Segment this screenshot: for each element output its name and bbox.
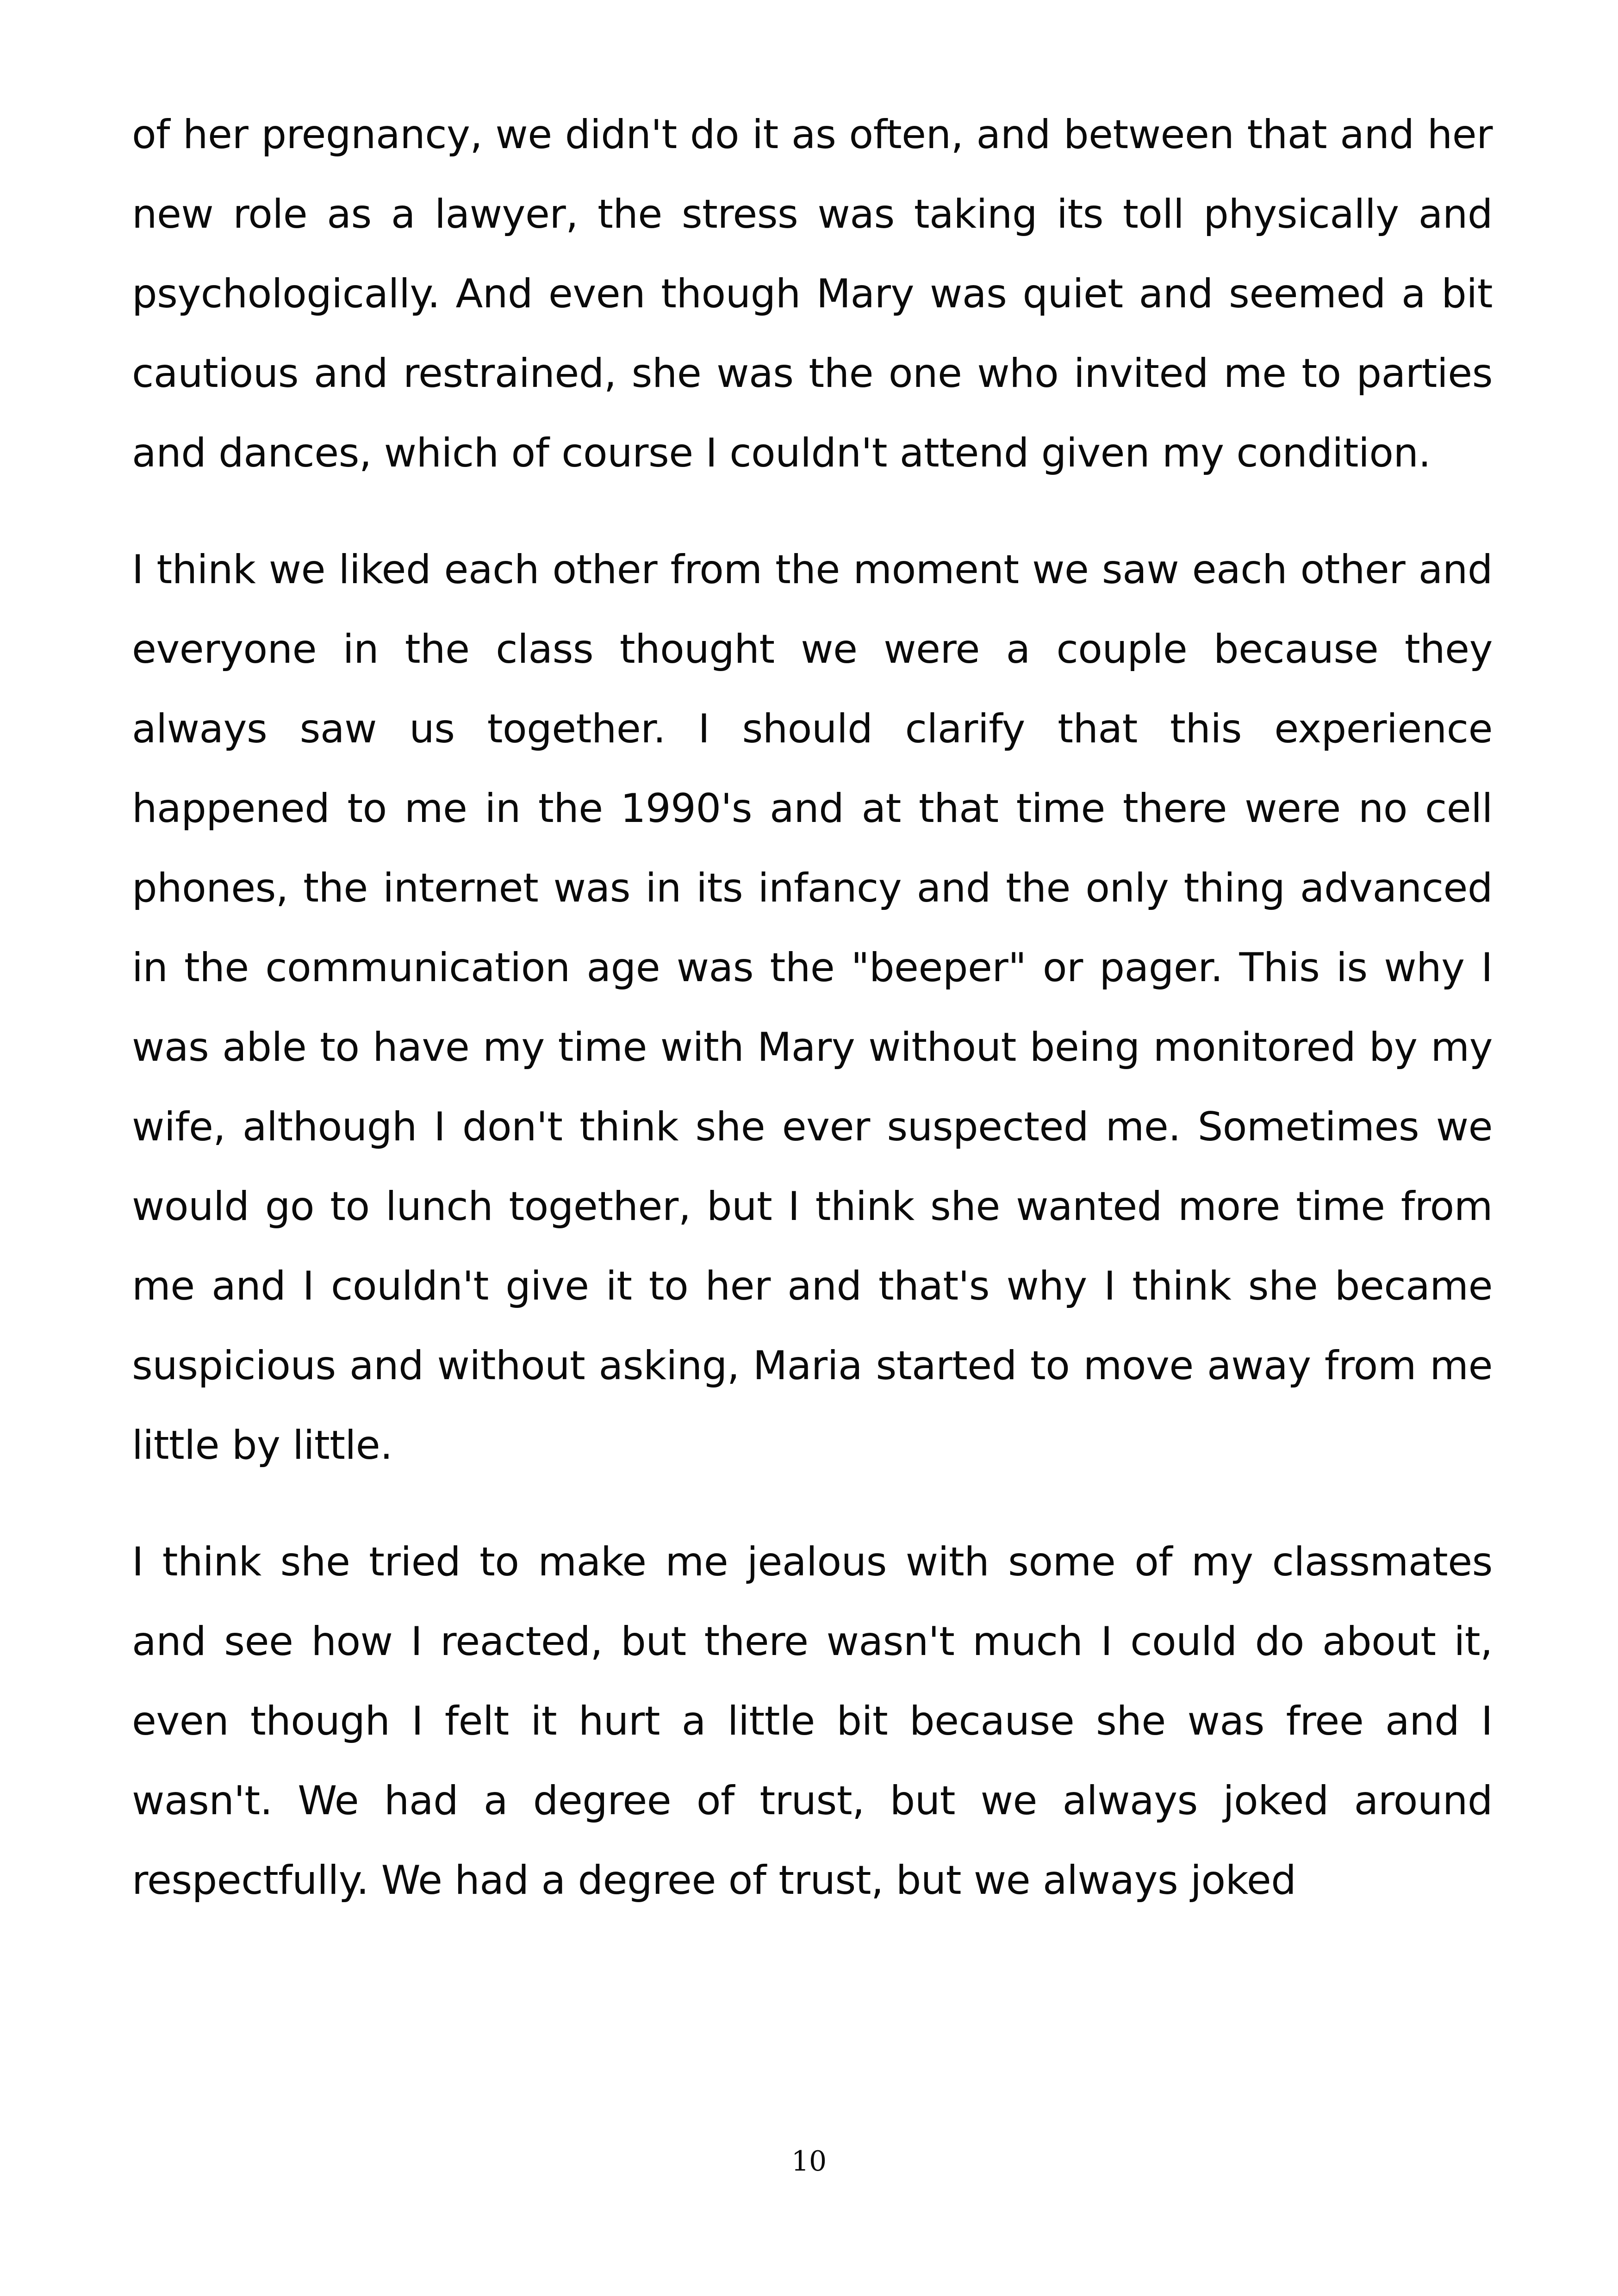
body-text bbox=[132, 95, 1493, 1957]
paragraph-3: I think she tried to make me jealous with some of my classmates and see how I reacted, but there wasn't much I could do about it, even though I felt it hurt a little bit because she was free and I wasn't. We had a degree of trust, but we always joked around respectfully. We had a degree of trust, but we always joked bbox=[132, 1539, 1493, 1904]
paragraph-1: of her pregnancy, we didn't do it as often, and between that and her new role as a lawyer, the stress was taking its toll physically and psychologically. And even though Mary was quiet and seemed a bit cautious and restrained, she was the one who invited me to parties and dances, which of course I couldn't attend given my condition. bbox=[132, 112, 1493, 476]
page-number: 10 bbox=[791, 2145, 827, 2178]
paragraph-2: I think we liked each other from the moment we saw each other and everyone in the class thought we were a couple because they always saw us together. I should clarify that this experience happened to me in the 1990's and at that time there were no cell phones, the internet was in its infancy and the only thing advanced in the communication age was the "beeper" or pager. This is why I was able to have my time with Mary without being monitored by my wife, although I don't think she ever suspected me. Sometimes we would go to lunch together, but I think she wanted more time from me and I couldn't give it to her and that's why I think she became suspicious and without asking, Maria started to move away from me little by little. bbox=[132, 547, 1493, 1468]
